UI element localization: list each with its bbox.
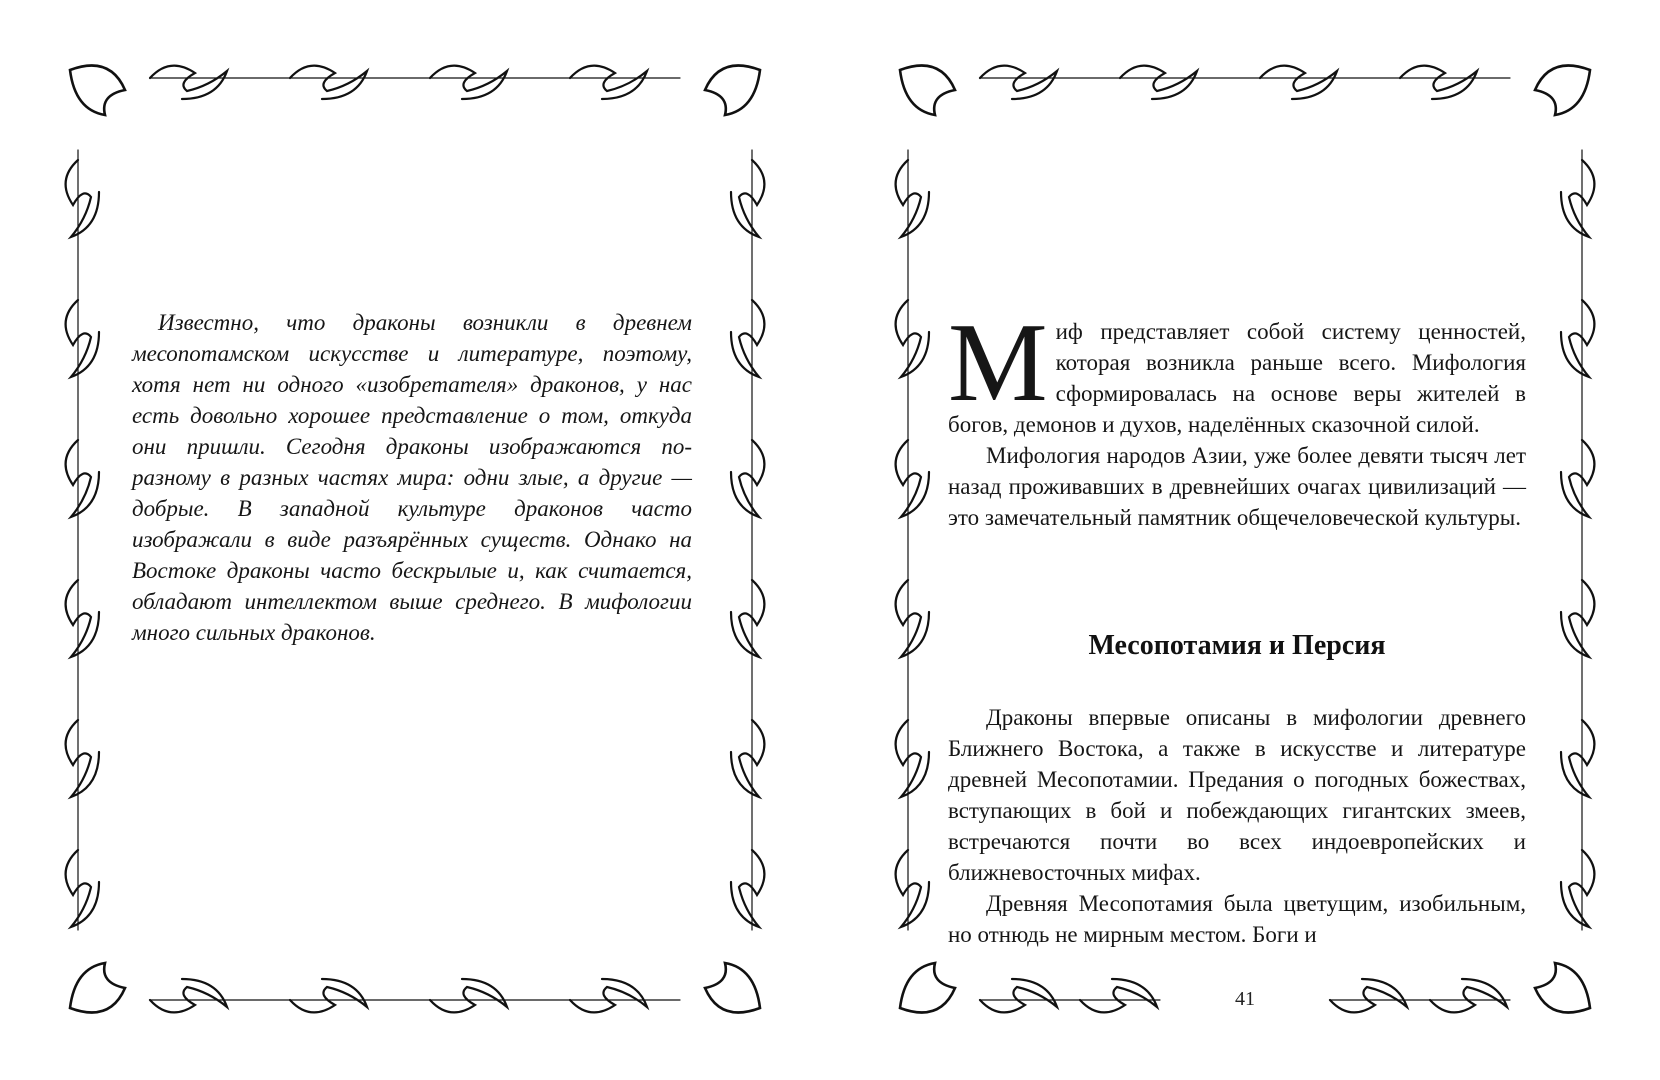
intro-text: иф представляет собой систему ценностей, которая возникла раньше всего. Мифология сформировалась на основе веры жителей в богов, демонов и духов, наделённых сказочной силой. — [948, 319, 1526, 437]
right-page — [830, 0, 1660, 1080]
left-paragraph: Известно, что драконы возникли в древнем месопотамском искусстве и литературе, поэтому, хотя нет ни одного «изобретателя» драконов, у нас есть довольно хорошее представление о том, откуда они пришли. Сегодня драконы изображаются по-разному в разных частях мира: одни злые, а другие — добрые. В западной культуре драконов часто изображали в виде разъярённых существ. Однако на Востоке драконы часто бескрылые и, как считается, обладают интеллектом выше среднего. В мифологии много сильных драконов. — [132, 310, 692, 645]
second-paragraph: Мифология народов Азии, уже более девяти тысяч лет назад проживавших в древнейших очагах цивилизаций — это замечательный памятник общечеловеческой культуры. — [948, 443, 1526, 530]
section-paragraph-2: Древняя Месопотамия была цветущим, изобильным, но отнюдь не мирным местом. Боги и — [948, 891, 1526, 947]
section-body-text — [948, 702, 1526, 950]
intro-paragraph — [948, 301, 1526, 440]
left-body-text — [132, 307, 692, 648]
section-title: Месопотамия и Персия — [1088, 630, 1386, 661]
page-number: 41 — [1235, 988, 1255, 1010]
drop-cap: М — [948, 301, 1048, 425]
right-intro-text — [948, 301, 1526, 533]
section-paragraph-1: Драконы впервые описаны в мифологии древнего Ближнего Востока, а также в искусстве и литературе древней Месопотамии. Предания о погодных божествах, вступающих в бой и побеждающих гигантских змеев, встречаются почти во всех индоевропейских и ближневосточных мифах. — [948, 705, 1526, 885]
